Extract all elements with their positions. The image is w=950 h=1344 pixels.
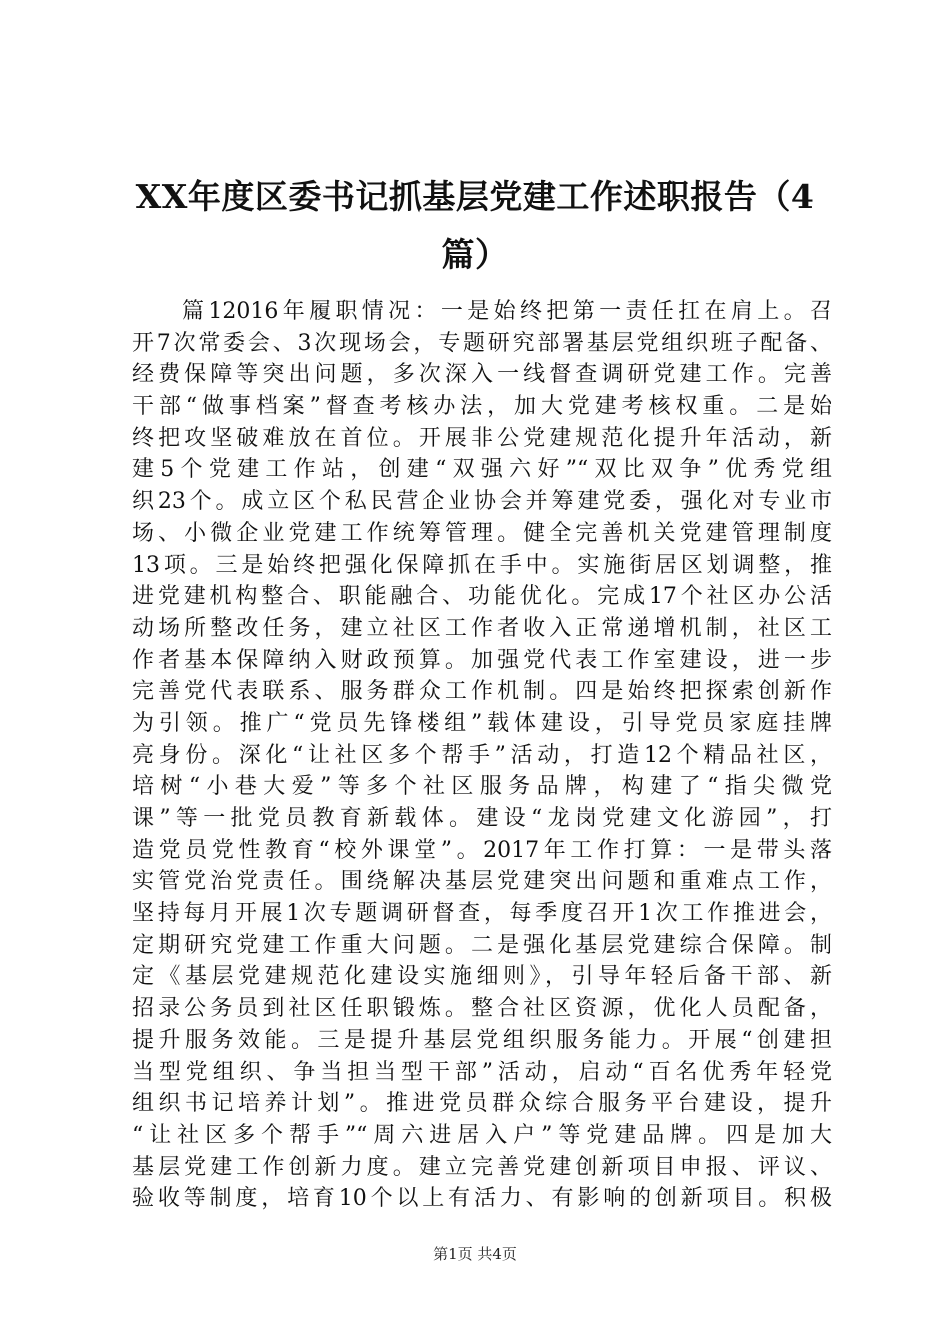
body-line: 完善党代表联系、服务群众工作机制。四是始终把探索创新作 <box>132 679 832 705</box>
body-line: 终把攻坚破难放在首位。开展非公党建规范化提升年活动，新 <box>132 425 832 451</box>
body-line: 提升服务效能。三是提升基层党组织服务能力。开展“创建担 <box>132 1027 832 1053</box>
body-line: 当型党组织、争当担当型干部”活动，启动“百名优秀年轻党 <box>132 1059 832 1085</box>
body-line: 场、小微企业党建工作统筹管理。健全完善机关党建管理制度 <box>132 520 832 546</box>
title-line-1: XX年度区委书记抓基层党建工作述职报告（4 <box>135 177 815 216</box>
body-line: 篇12016年履职情况：一是始终把第一责任扛在肩上。召 <box>182 299 832 324</box>
body-line: 招录公务员到社区任职锻炼。整合社区资源，优化人员配备， <box>132 996 832 1022</box>
body-line: 作者基本保障纳入财政预算。加强党代表工作室建设，进一步 <box>132 647 832 673</box>
body-line: 组织书记培养计划”。推进党员群众综合服务平台建设，提升 <box>132 1091 832 1117</box>
body-line: 建5个党建工作站，创建“双强六好”“双比双争”优秀党组 <box>132 457 832 483</box>
body-line: 实管党治党责任。围绕解决基层党建突出问题和重难点工作， <box>132 869 832 895</box>
body-line: 动场所整改任务，建立社区工作者收入正常递增机制，社区工 <box>132 615 832 641</box>
body-line: 造党员党性教育“校外课堂”。2017年工作打算：一是带头落 <box>132 837 832 863</box>
page-number-footer: 第1页 共4页 <box>433 1245 517 1263</box>
body-line: 干部“做事档案”督查考核办法，加大党建考核权重。二是始 <box>132 394 832 420</box>
body-line: 亮身份。深化“让社区多个帮手”活动，打造12个精品社区， <box>132 742 832 768</box>
body-line: 验收等制度，培育10个以上有活力、有影响的创新项目。积极 <box>132 1186 832 1212</box>
body-line: 定《基层党建规范化建设实施细则》，引导年轻后备干部、新 <box>132 964 832 990</box>
body-line: 织23个。成立区个私民营企业协会并筹建党委，强化对专业市 <box>132 489 832 515</box>
body-line: 进党建机构整合、职能融合、功能优化。完成17个社区办公活 <box>132 584 832 610</box>
body-line: 经费保障等突出问题，多次深入一线督查调研党建工作。完善 <box>132 362 832 388</box>
body-line: “让社区多个帮手”“周六进居入户”等党建品牌。四是加大 <box>132 1122 832 1148</box>
body-line: 坚持每月开展1次专题调研督查，每季度召开1次工作推进会， <box>132 901 832 927</box>
body-line: 为引领。推广“党员先锋楼组”载体建设，引导党员家庭挂牌 <box>132 710 832 736</box>
body-line: 开7次常委会、3次现场会，专题研究部署基层党组织班子配备、 <box>132 330 832 356</box>
title-line-2: 篇） <box>441 235 509 274</box>
document-body <box>132 296 832 1215</box>
body-line: 课”等一批党员教育新载体。建设“龙岗党建文化游园”，打 <box>132 806 832 831</box>
body-line: 定期研究党建工作重大问题。二是强化基层党建综合保障。制 <box>132 932 832 958</box>
body-line: 13项。三是始终把强化保障抓在手中。实施街居区划调整，推 <box>132 552 832 578</box>
document-title <box>120 168 830 284</box>
body-line: 基层党建工作创新力度。建立完善党建创新项目申报、评议、 <box>132 1154 832 1180</box>
body-line: 培树“小巷大爱”等多个社区服务品牌，构建了“指尖微党 <box>132 774 832 800</box>
